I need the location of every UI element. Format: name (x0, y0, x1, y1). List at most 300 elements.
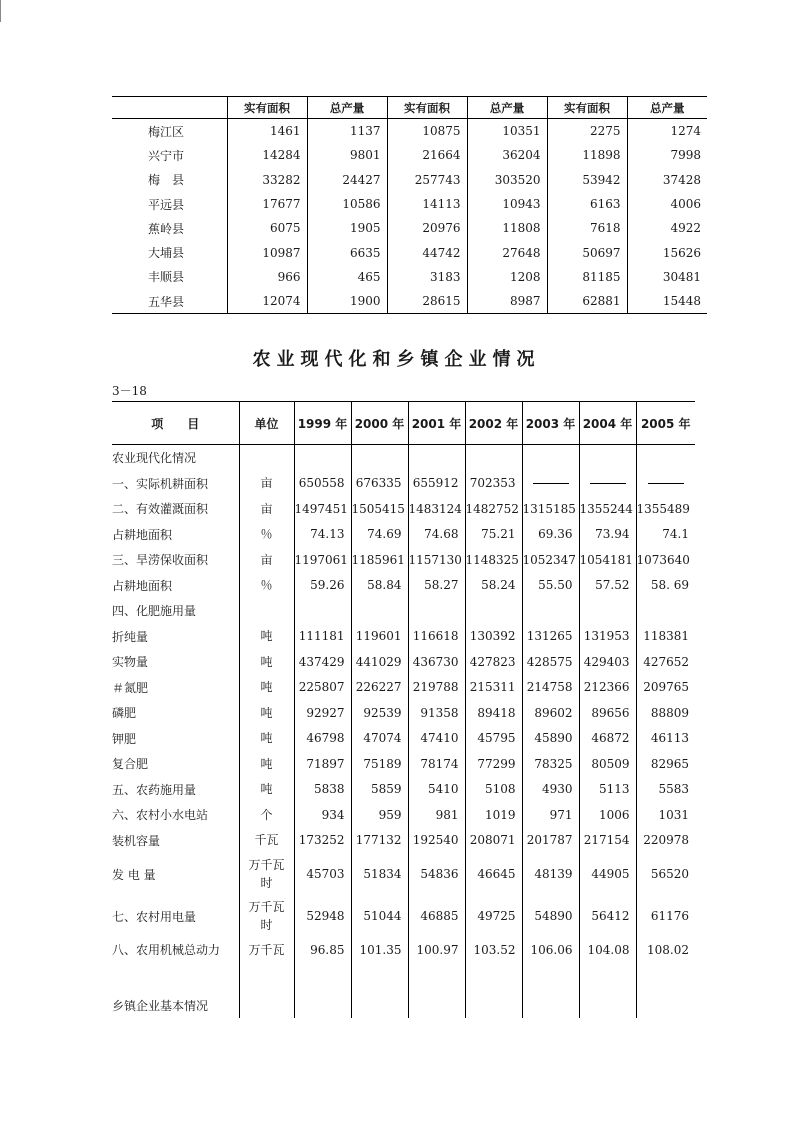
row-label: 五、农药施用量 (112, 782, 197, 797)
column-header-item: 项 目 (112, 402, 239, 445)
row-label: 一、实际机耕面积 (112, 476, 209, 491)
cell-value: 45703 (294, 853, 351, 895)
cell-value: 1148325 (465, 547, 522, 573)
cell-value: 47410 (408, 726, 465, 752)
cell-value: 46113 (636, 726, 695, 752)
row-unit: 吨 (239, 624, 294, 650)
column-header-year: 2002 年 (465, 402, 522, 445)
column-header-unit: 单位 (239, 402, 294, 445)
row-unit: 千瓦 (239, 828, 294, 854)
unit-line: 时 (260, 876, 273, 890)
cell-value: 1497451 (294, 496, 351, 522)
cell-value: 14284 (227, 143, 307, 167)
cell-value: 436730 (408, 649, 465, 675)
cell-value: 2275 (547, 119, 627, 144)
no-data-dash (590, 483, 626, 484)
cell-value: 48139 (522, 853, 579, 895)
column-header: 实有面积 (227, 97, 307, 119)
table-row (112, 143, 707, 167)
cell-value: 1073640 (636, 547, 695, 573)
unit-line: 万千瓦 (248, 858, 285, 872)
cell-value: 100.97 (408, 937, 465, 963)
cell-value: 1019 (465, 802, 522, 828)
cell-value (408, 963, 465, 993)
cell-value: 46885 (408, 895, 465, 937)
cell-value: 437429 (294, 649, 351, 675)
cell-value: 702353 (465, 471, 522, 497)
cell-value: 37428 (627, 168, 707, 192)
cell-value: 57.52 (579, 573, 636, 599)
region-name: 平远县 (148, 197, 185, 212)
region-name: 梅江区 (148, 124, 185, 139)
cell-value: 28615 (387, 289, 467, 314)
section-heading-row (112, 598, 695, 624)
cell-value: 1315185 (522, 496, 579, 522)
cell-value: 1197061 (294, 547, 351, 573)
cell-value: 219788 (408, 675, 465, 701)
cell-value: 1274 (627, 119, 707, 144)
cell-value: 11898 (547, 143, 627, 167)
row-label: 磷肥 (112, 706, 137, 721)
region-name: 大埔县 (148, 246, 185, 261)
row-label: 乡镇企业基本情况 (112, 998, 209, 1013)
table-row (112, 289, 707, 314)
cell-value (294, 963, 351, 993)
cell-value (522, 993, 579, 1019)
column-header-year: 2004 年 (579, 402, 636, 445)
cell-value (636, 598, 695, 624)
cell-value: 56412 (579, 895, 636, 937)
cell-value: 8987 (467, 289, 547, 314)
row-unit: 亩 (239, 471, 294, 497)
cell-value (351, 598, 408, 624)
row-label: 装机容量 (112, 833, 161, 848)
cell-value: 6635 (307, 240, 387, 264)
cell-value (579, 598, 636, 624)
cell-value: 44905 (579, 853, 636, 895)
cell-value: 44742 (387, 240, 467, 264)
cell-value: 676335 (351, 471, 408, 497)
row-label: 实物量 (112, 655, 149, 670)
table-row (112, 624, 695, 650)
table-row (112, 700, 695, 726)
column-header: 实有面积 (387, 97, 467, 119)
table-row (112, 573, 695, 599)
row-unit: 亩 (239, 496, 294, 522)
row-unit: 亩 (239, 547, 294, 573)
cell-value: 7998 (627, 143, 707, 167)
cell-value: 214758 (522, 675, 579, 701)
cell-value (579, 445, 636, 471)
dash-cell (636, 471, 695, 497)
cell-value: 6163 (547, 192, 627, 216)
no-data-dash (533, 483, 569, 484)
cell-value: 103.52 (465, 937, 522, 963)
row-label: 复合肥 (112, 757, 149, 772)
cell-value (465, 598, 522, 624)
cell-value: 119601 (351, 624, 408, 650)
cell-value: 81185 (547, 265, 627, 289)
row-unit: 个 (239, 802, 294, 828)
row-unit (239, 895, 294, 937)
cell-value: 91358 (408, 700, 465, 726)
cell-value: 5108 (465, 777, 522, 803)
cell-value: 10987 (227, 240, 307, 264)
cell-value: 650558 (294, 471, 351, 497)
cell-value: 1054181 (579, 547, 636, 573)
column-header: 总产量 (307, 97, 387, 119)
cell-value: 131953 (579, 624, 636, 650)
row-unit: 吨 (239, 700, 294, 726)
cell-value (579, 993, 636, 1019)
cell-value: 5583 (636, 777, 695, 803)
column-header: 总产量 (627, 97, 707, 119)
region-name: 蕉岭县 (148, 221, 185, 236)
cell-value: 966 (227, 265, 307, 289)
cell-value: 108.02 (636, 937, 695, 963)
cell-value (408, 993, 465, 1019)
cell-value: 15448 (627, 289, 707, 314)
cell-value: 1052347 (522, 547, 579, 573)
row-label: 占耕地面积 (112, 578, 173, 593)
row-label: 折纯量 (112, 629, 149, 644)
table-row (112, 240, 707, 264)
cell-value: 971 (522, 802, 579, 828)
section-heading-row (112, 993, 695, 1019)
cell-value: 217154 (579, 828, 636, 854)
cell-value: 104.08 (579, 937, 636, 963)
cell-value: 5113 (579, 777, 636, 803)
cell-value: 96.85 (294, 937, 351, 963)
cell-value: 1900 (307, 289, 387, 314)
agri-modernization-table (112, 401, 695, 1018)
cell-value: 257743 (387, 168, 467, 192)
cell-value: 1157130 (408, 547, 465, 573)
cell-value: 46798 (294, 726, 351, 752)
row-label: 农业现代化情况 (112, 451, 197, 466)
cell-value (636, 993, 695, 1019)
cell-value: 17677 (227, 192, 307, 216)
cell-value: 82965 (636, 751, 695, 777)
cell-value (522, 445, 579, 471)
cell-value: 27648 (467, 240, 547, 264)
cell-value: 73.94 (579, 522, 636, 548)
table-row (112, 777, 695, 803)
cell-value: 58. 69 (636, 573, 695, 599)
row-label: 占耕地面积 (112, 527, 173, 542)
page-edge-line (0, 0, 1, 22)
cell-value: 209765 (636, 675, 695, 701)
table-row (112, 119, 707, 144)
dash-cell (579, 471, 636, 497)
row-unit (239, 853, 294, 895)
row-unit (239, 445, 294, 471)
row-unit: 吨 (239, 726, 294, 752)
cell-value: 5838 (294, 777, 351, 803)
no-data-dash (648, 483, 684, 484)
section-heading-row (112, 445, 695, 471)
cell-value: 177132 (351, 828, 408, 854)
cell-value (522, 963, 579, 993)
cell-value: 5859 (351, 777, 408, 803)
cell-value: 1208 (467, 265, 547, 289)
cell-value: 62881 (547, 289, 627, 314)
cell-value: 30481 (627, 265, 707, 289)
county-area-output-table (112, 96, 707, 314)
cell-value: 14113 (387, 192, 467, 216)
cell-value: 20976 (387, 216, 467, 240)
cell-value: 303520 (467, 168, 547, 192)
cell-value: 58.24 (465, 573, 522, 599)
cell-value: 47074 (351, 726, 408, 752)
cell-value: 427823 (465, 649, 522, 675)
cell-value (294, 598, 351, 624)
cell-value (465, 993, 522, 1019)
cell-value: 54836 (408, 853, 465, 895)
table-row (112, 853, 695, 895)
cell-value: 1137 (307, 119, 387, 144)
cell-value: 74.13 (294, 522, 351, 548)
cell-value: 215311 (465, 675, 522, 701)
cell-value: 51044 (351, 895, 408, 937)
cell-value (351, 993, 408, 1019)
cell-value: 92927 (294, 700, 351, 726)
table-row (112, 547, 695, 573)
row-label: 发 电 量 (112, 867, 156, 882)
row-label: 二、有效灌溉面积 (112, 502, 209, 517)
row-label: 钾肥 (112, 731, 137, 746)
cell-value: 51834 (351, 853, 408, 895)
row-unit: 吨 (239, 751, 294, 777)
cell-value (465, 445, 522, 471)
table-row (112, 168, 707, 192)
cell-value: 428575 (522, 649, 579, 675)
cell-value (408, 445, 465, 471)
cell-value: 7618 (547, 216, 627, 240)
column-header-year: 2005 年 (636, 402, 695, 445)
table-row (112, 471, 695, 497)
cell-value: 78325 (522, 751, 579, 777)
cell-value (351, 963, 408, 993)
table-row (112, 496, 695, 522)
cell-value: 89602 (522, 700, 579, 726)
cell-value: 74.1 (636, 522, 695, 548)
cell-value: 101.35 (351, 937, 408, 963)
cell-value: 427652 (636, 649, 695, 675)
cell-value: 10875 (387, 119, 467, 144)
cell-value: 45890 (522, 726, 579, 752)
cell-value: 192540 (408, 828, 465, 854)
region-name: 梅 县 (148, 173, 185, 188)
table-row (112, 216, 707, 240)
cell-value: 1482752 (465, 496, 522, 522)
cell-value: 12074 (227, 289, 307, 314)
column-header-year: 1999 年 (294, 402, 351, 445)
table-row (112, 649, 695, 675)
cell-value: 78174 (408, 751, 465, 777)
row-unit: ％ (239, 522, 294, 548)
cell-value: 116618 (408, 624, 465, 650)
cell-value: 36204 (467, 143, 547, 167)
cell-value: 75189 (351, 751, 408, 777)
row-unit (239, 598, 294, 624)
cell-value: 1461 (227, 119, 307, 144)
cell-value: 52948 (294, 895, 351, 937)
cell-value: 465 (307, 265, 387, 289)
table-row (112, 937, 695, 963)
cell-value: 212366 (579, 675, 636, 701)
cell-value: 74.69 (351, 522, 408, 548)
cell-value: 111181 (294, 624, 351, 650)
row-label: 七、农村用电量 (112, 909, 197, 924)
header-blank (112, 97, 227, 119)
table-header-row (112, 402, 695, 445)
cell-value: 131265 (522, 624, 579, 650)
cell-value: 53942 (547, 168, 627, 192)
row-unit: 万千瓦 (239, 937, 294, 963)
cell-value: 46872 (579, 726, 636, 752)
cell-value (112, 963, 239, 993)
cell-value: 981 (408, 802, 465, 828)
table-header-row (112, 97, 707, 119)
cell-value: 89656 (579, 700, 636, 726)
table-row (112, 828, 695, 854)
cell-value: 1355244 (579, 496, 636, 522)
column-header-year: 2001 年 (408, 402, 465, 445)
cell-value: 1031 (636, 802, 695, 828)
cell-value (522, 598, 579, 624)
row-unit (239, 993, 294, 1019)
cell-value: 106.06 (522, 937, 579, 963)
cell-value: 11808 (467, 216, 547, 240)
cell-value: 24427 (307, 168, 387, 192)
column-header: 总产量 (467, 97, 547, 119)
cell-value: 69.36 (522, 522, 579, 548)
cell-value: 4922 (627, 216, 707, 240)
cell-value: 54890 (522, 895, 579, 937)
cell-value: 118381 (636, 624, 695, 650)
cell-value: 59.26 (294, 573, 351, 599)
cell-value: 21664 (387, 143, 467, 167)
cell-value: 1483124 (408, 496, 465, 522)
cell-value: 49725 (465, 895, 522, 937)
cell-value: 5410 (408, 777, 465, 803)
region-name: 丰顺县 (148, 270, 185, 285)
cell-value: 46645 (465, 853, 522, 895)
spacer-row (112, 963, 695, 993)
row-label: ＃氮肥 (112, 680, 149, 695)
cell-value: 80509 (579, 751, 636, 777)
table-row (112, 726, 695, 752)
cell-value: 1006 (579, 802, 636, 828)
cell-value: 441029 (351, 649, 408, 675)
dash-cell (522, 471, 579, 497)
cell-value: 220978 (636, 828, 695, 854)
region-name: 兴宁市 (148, 148, 185, 163)
cell-value: 3183 (387, 265, 467, 289)
table-row (112, 522, 695, 548)
cell-value: 75.21 (465, 522, 522, 548)
row-unit: ％ (239, 573, 294, 599)
cell-value: 89418 (465, 700, 522, 726)
cell-value (579, 963, 636, 993)
cell-value: 429403 (579, 649, 636, 675)
cell-value: 71897 (294, 751, 351, 777)
cell-value (294, 993, 351, 1019)
cell-value (465, 963, 522, 993)
cell-value: 6075 (227, 216, 307, 240)
cell-value: 61176 (636, 895, 695, 937)
cell-value: 934 (294, 802, 351, 828)
unit-line: 时 (260, 918, 273, 932)
row-label: 六、农村小水电站 (112, 808, 209, 823)
table-number: 3－18 (112, 384, 147, 398)
row-unit: 吨 (239, 777, 294, 803)
row-label: 三、旱涝保收面积 (112, 553, 209, 568)
cell-value: 959 (351, 802, 408, 828)
cell-value: 173252 (294, 828, 351, 854)
page-title: 农业现代化和乡镇企业情况 (252, 349, 541, 370)
column-header-year: 2000 年 (351, 402, 408, 445)
cell-value (636, 963, 695, 993)
cell-value: 9801 (307, 143, 387, 167)
cell-value: 77299 (465, 751, 522, 777)
cell-value: 4930 (522, 777, 579, 803)
region-name: 五华县 (112, 289, 227, 314)
cell-value: 1185961 (351, 547, 408, 573)
cell-value (239, 963, 294, 993)
cell-value: 45795 (465, 726, 522, 752)
row-label: 八、农用机械总动力 (112, 943, 221, 958)
cell-value: 33282 (227, 168, 307, 192)
cell-value: 10943 (467, 192, 547, 216)
column-header: 实有面积 (547, 97, 627, 119)
cell-value: 4006 (627, 192, 707, 216)
cell-value: 201787 (522, 828, 579, 854)
cell-value: 1905 (307, 216, 387, 240)
table-row (112, 675, 695, 701)
cell-value: 1505415 (351, 496, 408, 522)
cell-value: 15626 (627, 240, 707, 264)
table-row (112, 802, 695, 828)
column-header-year: 2003 年 (522, 402, 579, 445)
cell-value: 55.50 (522, 573, 579, 599)
cell-value: 50697 (547, 240, 627, 264)
cell-value: 226227 (351, 675, 408, 701)
table-row (112, 265, 707, 289)
unit-line: 万千瓦 (248, 900, 285, 914)
cell-value: 10351 (467, 119, 547, 144)
cell-value: 208071 (465, 828, 522, 854)
cell-value: 56520 (636, 853, 695, 895)
cell-value: 74.68 (408, 522, 465, 548)
table-row (112, 751, 695, 777)
cell-value: 655912 (408, 471, 465, 497)
cell-value (351, 445, 408, 471)
cell-value: 92539 (351, 700, 408, 726)
cell-value: 130392 (465, 624, 522, 650)
row-unit: 吨 (239, 649, 294, 675)
cell-value: 58.84 (351, 573, 408, 599)
cell-value (408, 598, 465, 624)
cell-value: 88809 (636, 700, 695, 726)
cell-value: 58.27 (408, 573, 465, 599)
cell-value (636, 445, 695, 471)
row-label: 四、化肥施用量 (112, 604, 197, 619)
table-row (112, 192, 707, 216)
cell-value: 225807 (294, 675, 351, 701)
cell-value: 1355489 (636, 496, 695, 522)
